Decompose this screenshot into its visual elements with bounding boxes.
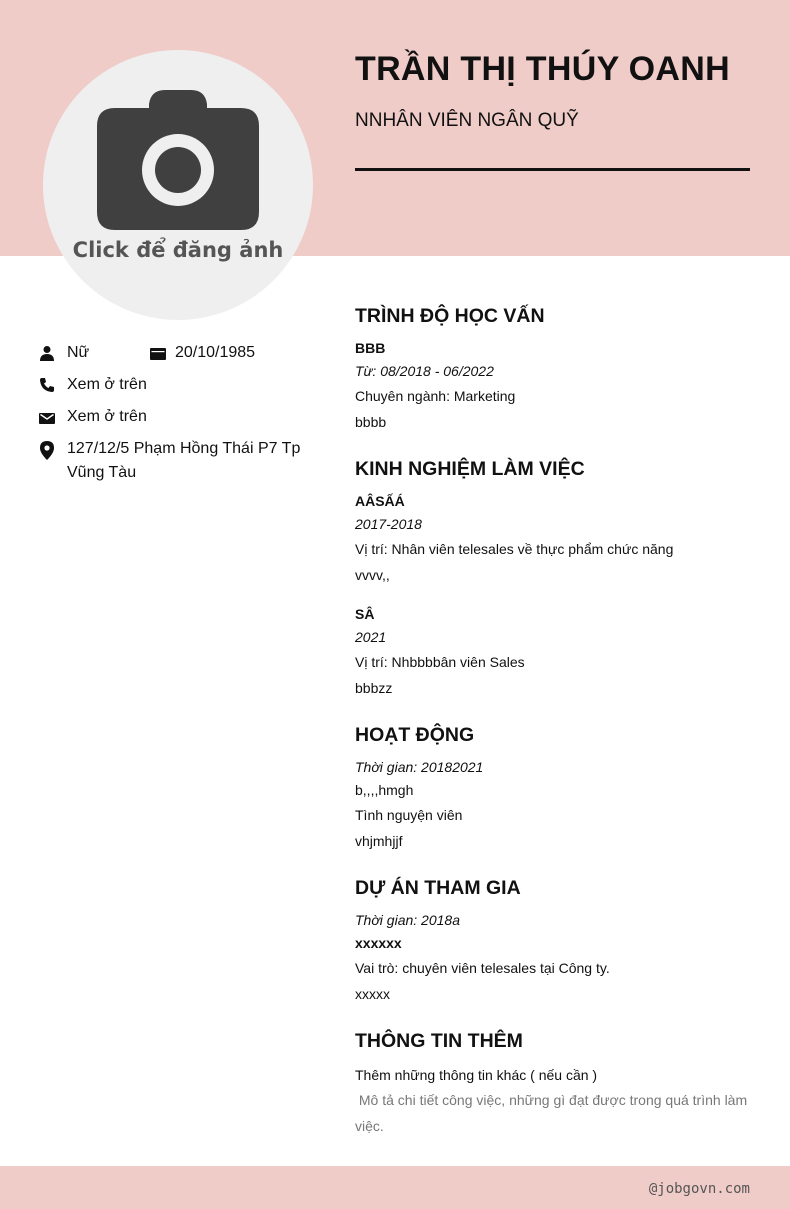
avatar-upload[interactable]: [43, 50, 313, 320]
additional-line: Thêm những thông tin khác ( nếu cần ): [355, 1067, 598, 1083]
location-pin-icon: [39, 441, 55, 460]
activities-period: Thời gian: 20182021: [355, 759, 484, 775]
dob-value: 20/10/1985: [175, 344, 256, 361]
additional-heading: THÔNG TIN THÊM: [355, 1030, 523, 1052]
education-note: bbbb: [355, 414, 387, 430]
experience-description: vvvv,,: [355, 567, 390, 583]
education-period: Từ: 08/2018 - 06/2022: [355, 363, 494, 379]
projects-period: Thời gian: 2018a: [355, 912, 460, 928]
candidate-name: TRẦN THỊ THÚY OANH: [355, 50, 730, 88]
footer-brand: @jobgovn.com: [648, 1181, 750, 1197]
education-school: BBB: [355, 340, 386, 356]
email-value: Xem ở trên: [67, 408, 147, 425]
phone-icon: [39, 377, 55, 393]
experience-position: Vị trí: Nhbbbbân viên Sales: [355, 654, 525, 670]
activities-role: Tình nguyện viên: [355, 807, 463, 823]
education-major: Chuyên ngành: Marketing: [355, 388, 516, 404]
additional-placeholder[interactable]: Mô tả chi tiết công việc, những gì đạt được trong quá trình làm việc.: [355, 1092, 752, 1134]
phone-value: Xem ở trên: [67, 376, 147, 393]
experience-heading: KINH NGHIỆM LÀM VIỆC: [355, 458, 585, 480]
activities-organization: b,,,,hmgh: [355, 782, 414, 798]
title-divider: [355, 168, 750, 171]
education-heading: TRÌNH ĐỘ HỌC VẤN: [355, 305, 545, 327]
user-icon: [39, 345, 55, 361]
activities-description: vhjmhjjf: [355, 833, 403, 849]
job-title: NNHÂN VIÊN NGÂN QUỸ: [355, 110, 579, 131]
experience-description: bbbzz: [355, 680, 393, 696]
projects-description: xxxxx: [355, 986, 390, 1002]
projects-name: xxxxxx: [355, 935, 402, 951]
projects-role: Vai trò: chuyên viên telesales tại Công ty.: [355, 960, 610, 976]
calendar-icon: [150, 346, 166, 362]
experience-period: 2017-2018: [355, 516, 422, 532]
address-value: 127/12/5 Phạm Hồng Thái P7 Tp Vũng Tàu: [67, 440, 301, 481]
experience-company: AÂSẤÁ: [355, 493, 405, 509]
projects-heading: DỰ ÁN THAM GIA: [355, 877, 521, 899]
mail-icon: [39, 410, 55, 426]
experience-position: Vị trí: Nhân viên telesales về thực phẩm chức năng: [355, 541, 674, 557]
activities-heading: HOẠT ĐỘNG: [355, 724, 475, 746]
avatar-upload-label: Click để đăng ảnh: [72, 238, 284, 262]
experience-period: 2021: [355, 629, 387, 645]
gender-value: Nữ: [67, 344, 90, 361]
camera-icon: [97, 90, 259, 232]
experience-company: SÂ: [355, 606, 375, 622]
